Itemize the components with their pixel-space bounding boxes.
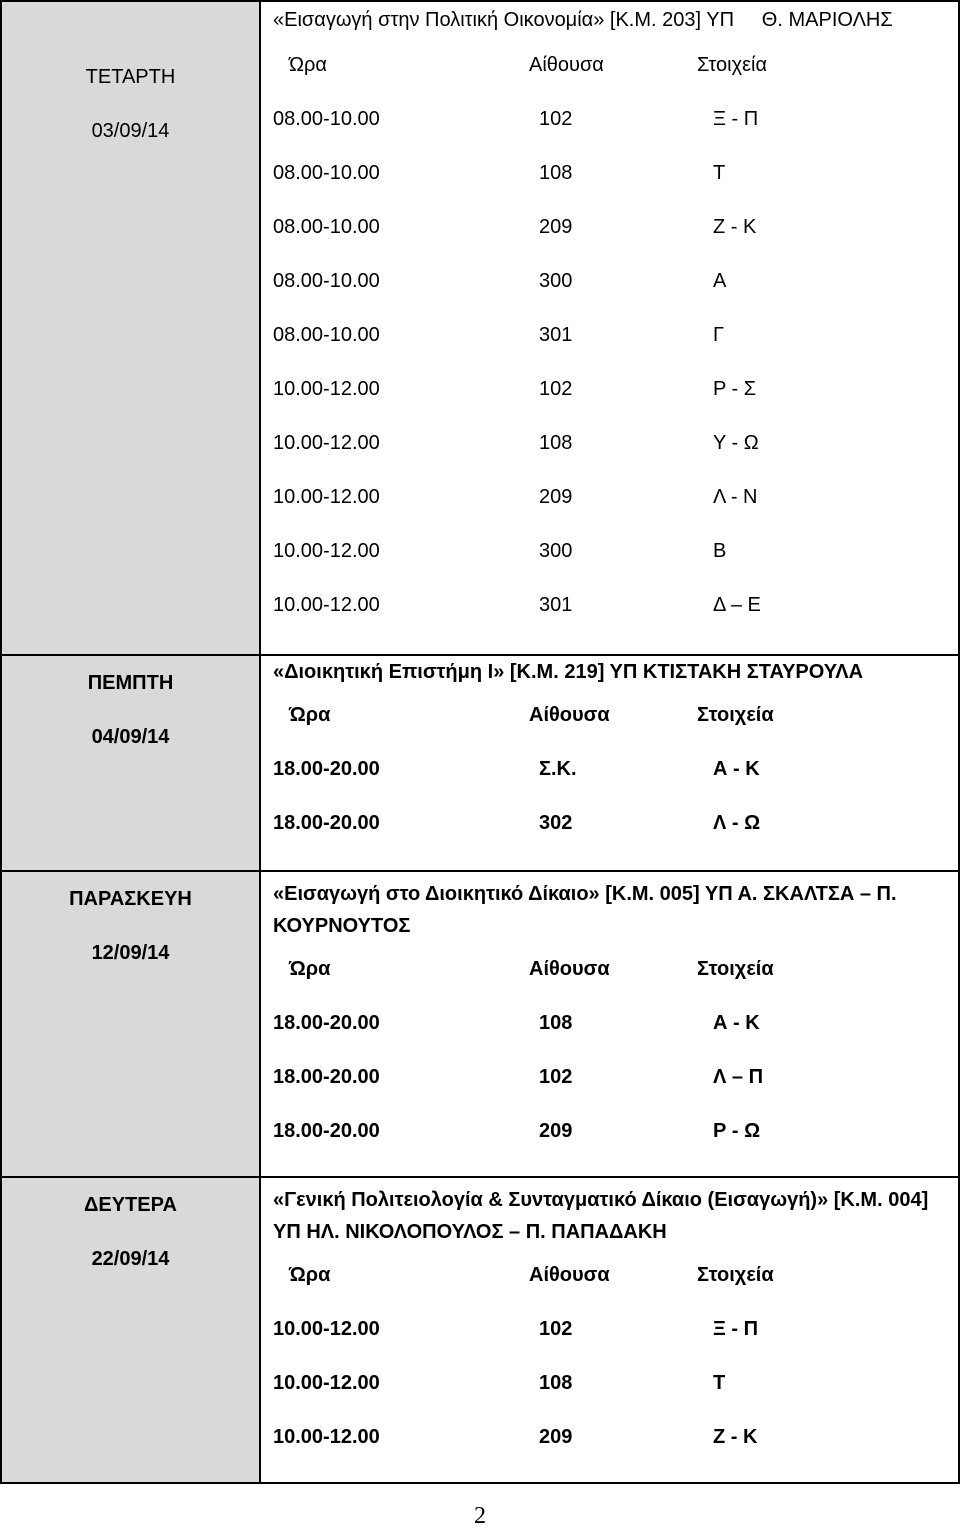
header-time: Ώρα [289,1263,331,1286]
schedule-row [273,796,948,850]
page-number: 2 [474,1503,486,1529]
row-letters: Τ [713,1371,726,1394]
day-cell [1,1,260,655]
day-date: 12/09/14 [91,942,170,964]
row-letters: Υ - Ω [713,431,759,454]
row-room: 300 [539,539,573,562]
row-room: 209 [539,485,573,508]
schedule-row [273,416,948,470]
row-time: 10.00-12.00 [273,431,380,454]
row-time: 10.00-12.00 [273,1425,380,1448]
schedule-row [273,1050,948,1104]
row-room: Σ.Κ. [539,757,577,780]
column-headers [273,1248,948,1302]
day-date: 04/09/14 [91,726,170,748]
row-letters: Ρ - Ω [713,1119,761,1142]
row-letters: Λ - Ω [713,811,761,834]
header-time: Ώρα [289,957,331,980]
row-room: 108 [539,161,573,184]
header-room: Αίθουσα [529,1263,610,1286]
row-letters: Ξ - Π [713,107,759,130]
row-letters: Δ – Ε [713,593,761,616]
day-date: 22/09/14 [91,1248,170,1270]
schedule-row [273,200,948,254]
course-title: «Διοικητική Επιστήμη Ι» [Κ.Μ. 219] ΥΠ ΚΤΙΣΤΑΚΗ ΣΤΑΥΡΟΥΛΑ [273,661,864,683]
column-headers [273,942,948,996]
row-letters: Α - Κ [713,1011,760,1034]
row-letters: Λ – Π [713,1065,764,1088]
schedule-section [1,655,959,871]
schedule-row [273,92,948,146]
row-room: 102 [539,1317,573,1340]
day-name: ΤΕΤΑΡΤΗ [85,66,176,88]
row-time: 08.00-10.00 [273,107,380,130]
row-time: 18.00-20.00 [273,1119,380,1142]
header-room: Αίθουσα [529,957,610,980]
course-title: «Εισαγωγή στο Διοικητικό Δίκαιο» [Κ.Μ. 005] ΥΠ Α. ΣΚΑΛΤΣΑ – Π. ΚΟΥΡΝΟΥΤΟΣ [273,883,897,937]
schedule-row [273,1356,948,1410]
day-cell [1,655,260,871]
schedule-section [1,871,959,1177]
content-cell [260,871,959,1177]
row-room: 209 [539,1425,573,1448]
schedule-row [273,742,948,796]
header-details: Στοιχεία [697,703,774,726]
row-letters: Α - Κ [713,757,760,780]
row-time: 10.00-12.00 [273,1371,380,1394]
row-letters: Λ - Ν [713,485,758,508]
row-letters: Ζ - Κ [713,215,757,238]
row-room: 108 [539,431,573,454]
day-name: ΔΕΥΤΕΡΑ [84,1194,177,1216]
row-time: 08.00-10.00 [273,215,380,238]
row-time: 18.00-20.00 [273,1011,380,1034]
header-details: Στοιχεία [697,1263,774,1286]
row-room: 209 [539,215,573,238]
row-time: 10.00-12.00 [273,593,380,616]
row-time: 08.00-10.00 [273,269,380,292]
schedule-row [273,996,948,1050]
row-time: 10.00-12.00 [273,539,380,562]
column-headers [273,688,948,742]
row-letters: Ρ - Σ [713,377,757,400]
row-room: 302 [539,811,573,834]
schedule-row [273,470,948,524]
row-letters: Ζ - Κ [713,1425,758,1448]
header-room: Αίθουσα [529,53,604,76]
schedule-row [273,578,948,632]
row-time: 18.00-20.00 [273,1065,380,1088]
row-time: 10.00-12.00 [273,485,380,508]
content-cell [260,655,959,871]
schedule-row [273,1104,948,1158]
row-time: 18.00-20.00 [273,757,380,780]
row-room: 108 [539,1371,573,1394]
schedule-row [273,254,948,308]
schedule-row [273,1302,948,1356]
row-time: 08.00-10.00 [273,323,380,346]
schedule-section [1,1,959,655]
row-time: 10.00-12.00 [273,1317,380,1340]
column-headers [273,38,948,92]
day-name: ΠΕΜΠΤΗ [87,672,174,694]
content-cell [260,1177,959,1483]
header-details: Στοιχεία [697,53,768,76]
schedule-row [273,524,948,578]
row-letters: Α [713,269,727,292]
schedule-section [1,1177,959,1483]
row-letters: Γ [713,323,725,346]
row-time: 10.00-12.00 [273,377,380,400]
header-details: Στοιχεία [697,957,774,980]
day-name: ΠΑΡΑΣΚΕΥΗ [69,888,192,910]
row-room: 209 [539,1119,573,1142]
day-cell [1,871,260,1177]
row-time: 18.00-20.00 [273,811,380,834]
row-letters: Ξ - Π [713,1317,759,1340]
row-letters: Τ [713,161,726,184]
course-title: «Εισαγωγή στην Πολιτική Οικονομία» [Κ.Μ. 203] ΥΠ Θ. ΜΑΡΙΟΛΗΣ [273,9,893,31]
row-letters: Β [713,539,727,562]
row-room: 108 [539,1011,573,1034]
row-room: 301 [539,323,573,346]
row-room: 300 [539,269,573,292]
day-date: 03/09/14 [91,120,170,142]
row-time: 08.00-10.00 [273,161,380,184]
header-time: Ώρα [289,703,331,726]
schedule-row [273,146,948,200]
schedule-row [273,308,948,362]
header-room: Αίθουσα [529,703,610,726]
schedule-row [273,362,948,416]
schedule-row [273,1410,948,1464]
header-time: Ώρα [289,53,327,76]
row-room: 102 [539,377,573,400]
row-room: 301 [539,593,573,616]
row-room: 102 [539,1065,573,1088]
row-room: 102 [539,107,573,130]
day-cell [1,1177,260,1483]
content-cell [260,1,959,655]
course-title: «Γενική Πολιτειολογία & Συνταγματικό Δίκαιο (Εισαγωγή)» [Κ.Μ. 004] ΥΠ ΗΛ. ΝΙΚΟΛΟΠΟΥΛΟΣ – Π. ΠΑΠΑΔΑΚΗ [273,1189,929,1243]
